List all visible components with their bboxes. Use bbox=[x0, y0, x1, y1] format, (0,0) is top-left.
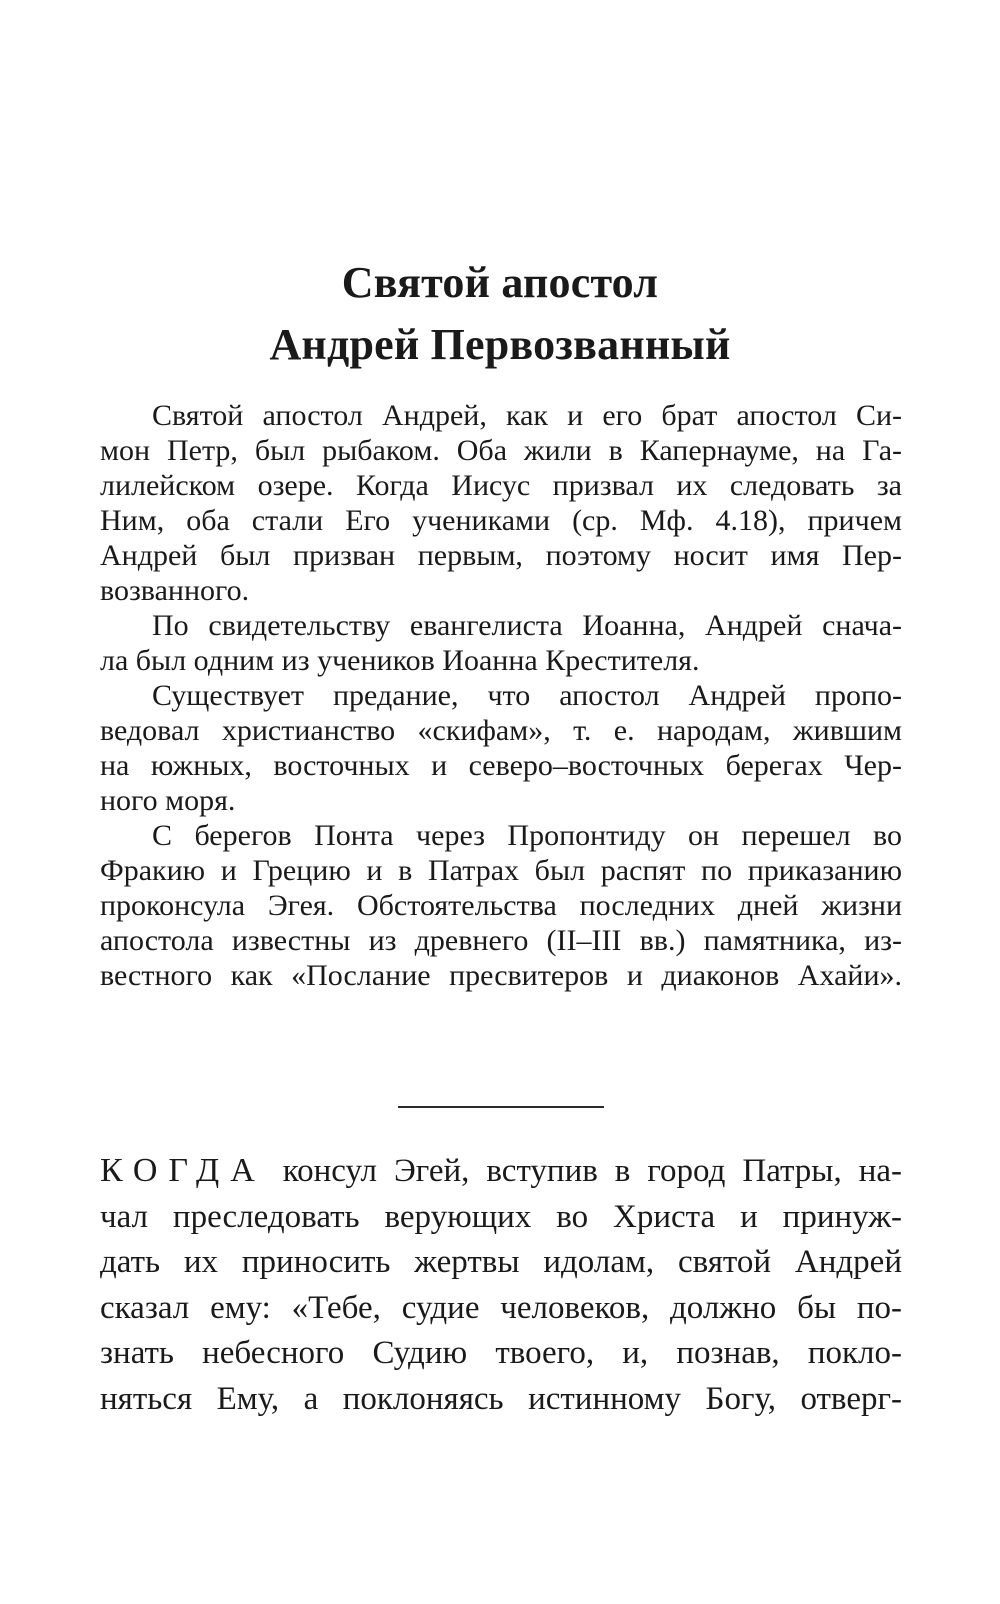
body-line: няться Ему, а поклоняясь истинному Богу, отверг- bbox=[100, 1380, 902, 1417]
intro-line: Существует предание, что апостол Андрей пропо- bbox=[152, 679, 902, 712]
intro-line: Святой апостол Андрей, как и его брат апостол Си- bbox=[152, 399, 902, 432]
intro-line: ла был одним из учеников Иоанна Крестителя. bbox=[100, 644, 700, 677]
title-line-2: Андрей Первозванный bbox=[269, 320, 731, 369]
intro-line: на южных, восточных и северо–восточных берегах Чер- bbox=[100, 749, 902, 782]
body-line: чал преследовать верующих во Христа и принуж- bbox=[100, 1198, 902, 1235]
intro-line: мон Петр, был рыбаком. Оба жили в Капернауме, на Га- bbox=[100, 434, 902, 467]
intro-line: Ним, оба стали Его учениками (ср. Мф. 4.18), причем bbox=[100, 504, 902, 537]
intro-line: По свидетельству евангелиста Иоанна, Андрей снача- bbox=[152, 609, 902, 642]
title-line-1: Святой апостол bbox=[341, 258, 659, 307]
intro-line: возванного. bbox=[100, 574, 250, 607]
page-title bbox=[0, 252, 1000, 376]
intro-line: ведовал христианство «скифам», т. е. народам, жившим bbox=[100, 714, 902, 747]
body-line: знать небесного Судию твоего, и, познав, покло- bbox=[100, 1335, 902, 1371]
intro-line: апостола известны из древнего (II–III вв.) памятника, из- bbox=[100, 924, 902, 957]
intro-line: С берегов Понта через Пропонтиду он перешел во bbox=[152, 819, 902, 852]
main-text-section bbox=[100, 1148, 902, 1422]
intro-line: лилейском озере. Когда Иисус призвал их следовать за bbox=[100, 469, 902, 502]
intro-line: Андрей был призван первым, поэтому носит имя Пер- bbox=[100, 539, 902, 572]
body-line: дать их приносить жертвы идолам, святой Андрей bbox=[100, 1244, 902, 1280]
first-line-rest: консул Эгей, вступив в город Патры, на- bbox=[282, 1153, 902, 1189]
body-line: сказал ему: «Тебе, судие человеков, должно бы по- bbox=[100, 1289, 902, 1326]
intro-line: Фракию и Грецию и в Патрах был распят по приказанию bbox=[100, 854, 902, 887]
intro-line: проконсула Эгея. Обстоятельства последних дней жизни bbox=[100, 889, 902, 922]
lead-word: КОГДА bbox=[100, 1152, 266, 1189]
intro-line: вестного как «Послание пресвитеров и диаконов Ахайи». bbox=[100, 959, 902, 992]
intro-line: ного моря. bbox=[100, 784, 236, 817]
intro-section bbox=[100, 398, 902, 993]
body-first-line bbox=[100, 1148, 902, 1195]
section-divider bbox=[398, 1106, 604, 1108]
